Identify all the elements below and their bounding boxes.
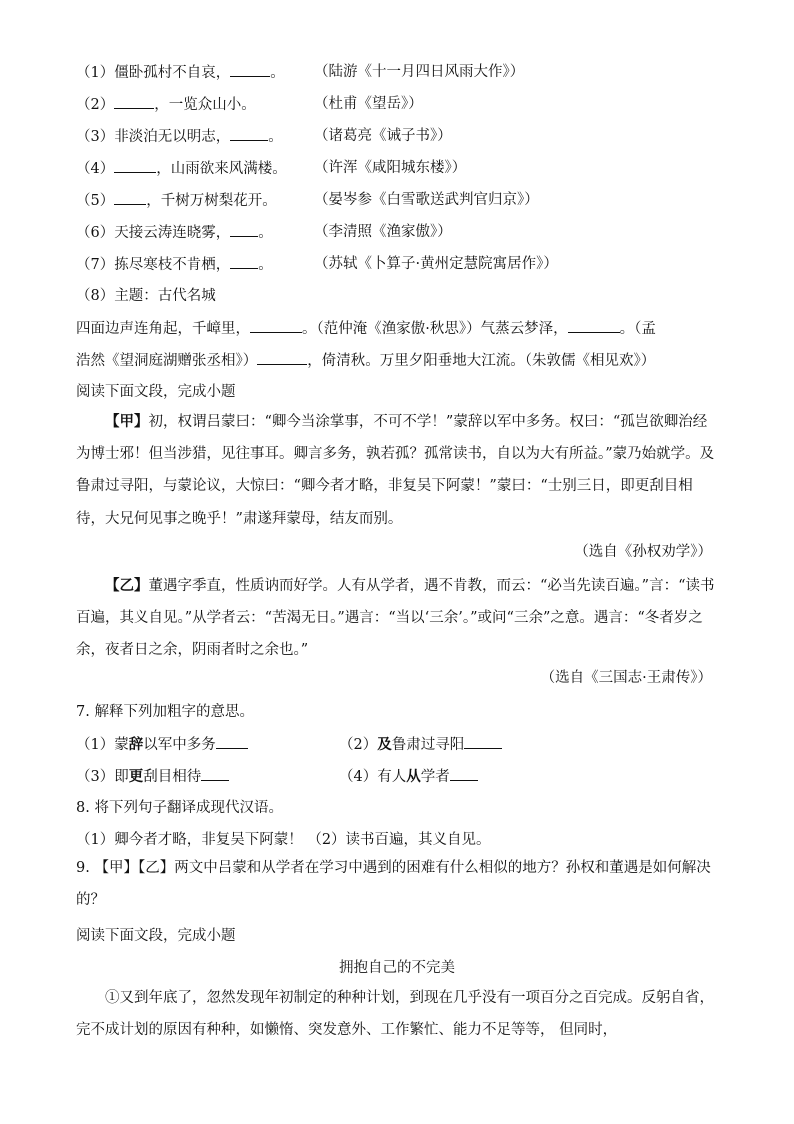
answer-blank[interactable] bbox=[250, 318, 302, 333]
passage-tag: 【乙】 bbox=[105, 577, 149, 594]
passage-yi-source: （选自《三国志·王肃传》） bbox=[540, 670, 712, 686]
answer-blank[interactable] bbox=[450, 766, 478, 781]
quiz-text: （7）拣尽寒枝不肯栖， bbox=[76, 257, 231, 273]
quiz-source: （许浑《咸阳城东楼》） bbox=[314, 160, 467, 176]
question-9: 9. 【甲】【乙】两文中吕蒙和从学者在学习中遇到的困难有什么相似的地方？孙权和董遇是如何解决的？ bbox=[76, 860, 711, 908]
answer-blank[interactable] bbox=[114, 94, 154, 109]
quiz-item-8-line2 bbox=[76, 350, 655, 371]
question-8: 8. 将下列句子翻译成现代汉语。 bbox=[76, 800, 283, 816]
passage-text: 初，权谓吕蒙曰：“卿今当涂掌事，不可不学！”蒙辞以军中多务。权曰：“孤岂欲卿治经为博士邪！但当涉猎，见往事耳。卿言多务，孰若孤？孤常读书，自以为大有所益。”蒙乃始就学。及鲁肃过寻阳，与蒙论议，大惊曰：“卿今者才略，非复吴下阿蒙！”蒙曰：“士别三日，即更刮目相待，大兄何见事之晚乎！”肃遂拜蒙母，结友而别。 bbox=[76, 414, 715, 527]
quiz-text: ，山雨欲来风满楼。 bbox=[156, 161, 287, 177]
item-col2 bbox=[339, 734, 502, 755]
quiz-text: ，千树万树梨花开。 bbox=[146, 193, 277, 209]
quiz-text: ，倚清秋。万里夕阳垂地大江流。（朱敦儒《相见欢》） bbox=[307, 353, 656, 369]
quiz-text: 。（孟 bbox=[619, 321, 656, 337]
item-text: 学者 bbox=[420, 769, 450, 785]
reading-instruction-1: 阅读下面文段，完成小题 bbox=[76, 384, 236, 400]
quiz-text: 。 bbox=[268, 129, 283, 145]
answer-blank[interactable] bbox=[568, 318, 620, 333]
answer-blank[interactable] bbox=[230, 222, 258, 237]
bold-char: 从 bbox=[406, 768, 421, 785]
quiz-text: 。 bbox=[270, 65, 285, 81]
quiz-item-5 bbox=[76, 190, 539, 211]
bold-char: 及 bbox=[377, 736, 392, 753]
quiz-text: 。 bbox=[258, 257, 273, 273]
quiz-text: 浩然《望洞庭湖赠张丞相》） bbox=[76, 353, 258, 369]
item-text: （4）有人 bbox=[339, 769, 407, 785]
answer-blank[interactable] bbox=[230, 126, 268, 141]
quiz-text: （1）僵卧孤村不自哀， bbox=[76, 65, 231, 81]
answer-blank[interactable] bbox=[257, 350, 307, 365]
quiz-item-3 bbox=[76, 126, 452, 147]
item-text: （2） bbox=[339, 737, 378, 753]
passage-jia bbox=[76, 406, 719, 535]
quiz-item-2 bbox=[76, 94, 423, 115]
item-text: （3）即 bbox=[76, 769, 129, 785]
item-text: 鲁肃过寻阳 bbox=[391, 737, 465, 753]
item-text: （1）蒙 bbox=[76, 737, 129, 753]
quiz-text: 四面边声连角起，千嶂里， bbox=[76, 321, 250, 337]
question-8-items: （1）卿今者才略，非复吴下阿蒙！ （2）读书百遍，其义自见。 bbox=[76, 832, 491, 848]
essay-paragraph-1: ①又到年底了，忽然发现年初制定的种种计划，到现在几乎没有一项百分之百完成。反躬自省，完不成计划的原因有种种，如懒惰、突发意外、工作繁忙、能力不足等等， 但同时， bbox=[76, 990, 714, 1039]
item-text: 刮目相待 bbox=[143, 769, 202, 785]
quiz-item-7 bbox=[76, 254, 558, 275]
quiz-text: 。（范仲淹《渔家傲·秋思》）气蒸云梦泽， bbox=[302, 321, 568, 337]
passage-tag: 【甲】 bbox=[105, 413, 149, 430]
quiz-text: （3）非淡泊无以明志， bbox=[76, 129, 231, 145]
reading-instruction-2: 阅读下面文段，完成小题 bbox=[76, 928, 236, 944]
quiz-source: （晏岑参《白雪歌送武判官归京》） bbox=[314, 192, 539, 208]
passage-jia-source: （选自《孙权劝学》） bbox=[574, 544, 712, 560]
passage-yi bbox=[76, 570, 719, 667]
answer-blank[interactable] bbox=[114, 190, 146, 205]
bold-char: 更 bbox=[128, 768, 144, 785]
answer-blank[interactable] bbox=[114, 158, 156, 173]
quiz-item-8-line1 bbox=[76, 318, 656, 339]
quiz-text: （5） bbox=[76, 193, 115, 209]
question-7-row-2 bbox=[76, 766, 450, 787]
answer-blank[interactable] bbox=[230, 254, 258, 269]
quiz-source: （杜甫《望岳》） bbox=[314, 96, 423, 112]
quiz-source: （苏轼《卜算子·黄州定慧院寓居作》） bbox=[314, 256, 558, 272]
answer-blank[interactable] bbox=[464, 734, 502, 749]
passage-text: 董遇字季直，性质讷而好学。人有从学者，遇不肯教，而云：“必当先读百遍。”言：“读书百遍，其义自见。”从学者云：“苦渴无日。”遇言：“当以‘三余’。”或问“三余”之意。遇言：“冬者岁之余，夜者日之余，阴雨者时之余也。” bbox=[76, 578, 715, 659]
quiz-item-6 bbox=[76, 222, 452, 243]
answer-blank[interactable] bbox=[201, 766, 229, 781]
quiz-text: （6）天接云涛连晓雾， bbox=[76, 225, 231, 241]
quiz-text: 。 bbox=[258, 225, 273, 241]
essay-title: 拥抱自己的不完美 bbox=[339, 960, 455, 976]
question-7-row-1 bbox=[76, 734, 465, 755]
quiz-item-4 bbox=[76, 158, 467, 179]
answer-blank[interactable] bbox=[230, 62, 270, 77]
bold-char: 辞 bbox=[128, 736, 144, 753]
item-col2 bbox=[339, 766, 478, 787]
question-7: 7. 解释下列加粗字的意思。 bbox=[76, 704, 254, 720]
quiz-source: （李清照《渔家傲》） bbox=[314, 224, 452, 240]
item-text: 以军中多务 bbox=[143, 737, 216, 753]
quiz-text: ，一览众山小。 bbox=[154, 97, 256, 113]
answer-blank[interactable] bbox=[216, 734, 248, 749]
quiz-item-1 bbox=[76, 62, 525, 83]
quiz-text: （2） bbox=[76, 97, 115, 113]
quiz-item-8-title: （8）主题：古代名城 bbox=[76, 288, 216, 304]
quiz-source: （陆游《十一月四日风雨大作》） bbox=[314, 64, 525, 80]
quiz-source: （诸葛亮《诫子书》） bbox=[314, 128, 452, 144]
quiz-text: （4） bbox=[76, 161, 115, 177]
